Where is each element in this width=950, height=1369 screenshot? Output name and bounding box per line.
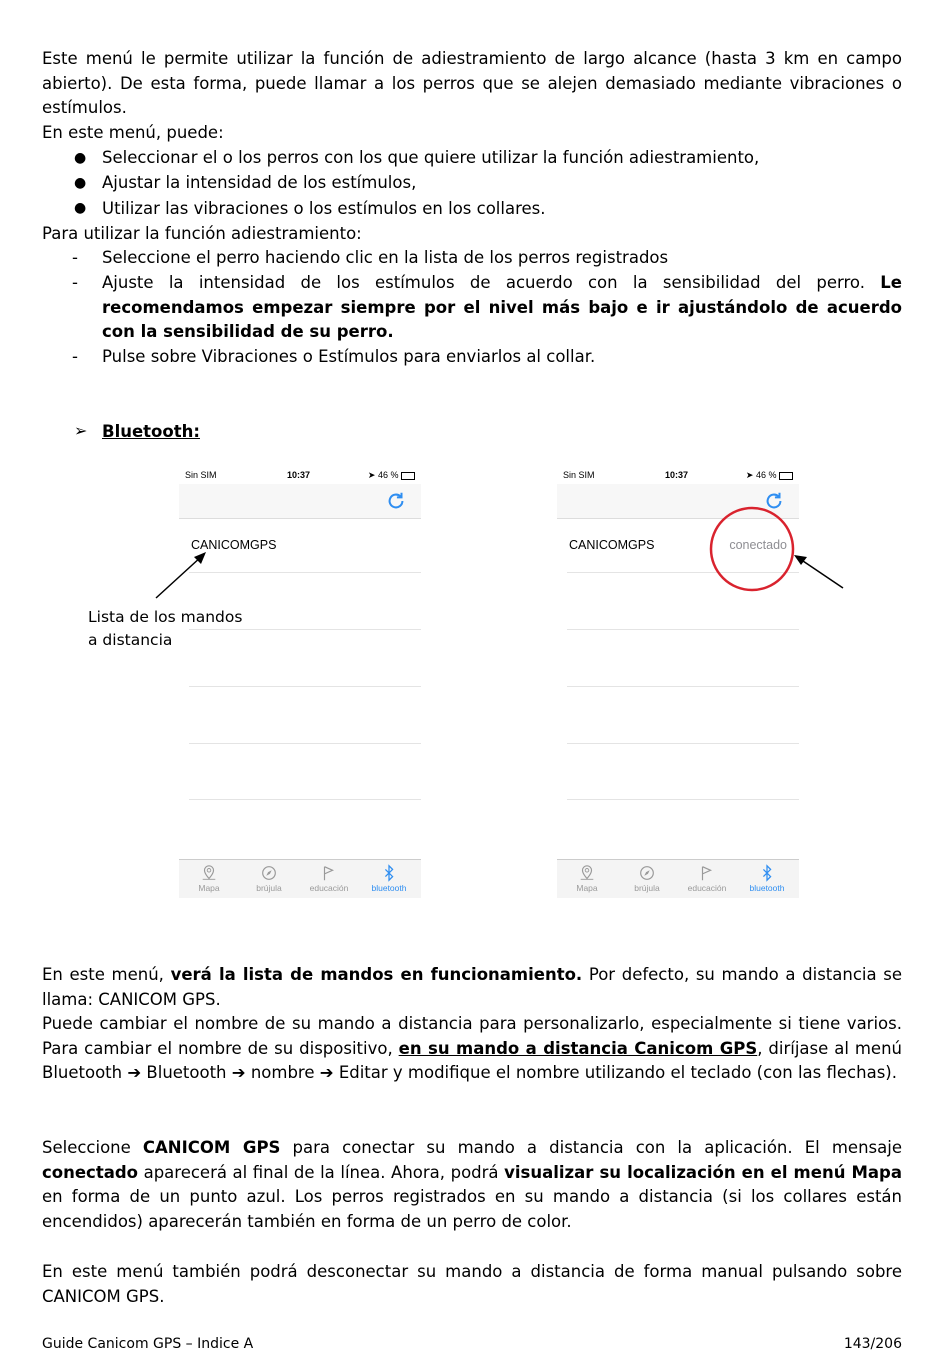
carrier-label: Sin SIM	[185, 470, 217, 480]
device-row-label[interactable]: CANICOMGPS	[191, 538, 277, 552]
battery-icon	[401, 472, 415, 480]
highlight-circle	[706, 506, 848, 596]
list-divider	[189, 799, 421, 800]
text-run: Seleccione	[42, 1138, 143, 1157]
battery-label	[746, 470, 793, 481]
connected-status: conectado	[729, 538, 787, 552]
tab-bar	[557, 859, 799, 898]
step-item: Pulse sobre Vibraciones o Estímulos para enviarlos al collar.	[102, 347, 596, 366]
battery-percent: 46 %	[377, 470, 399, 480]
bullet-dot: ●	[74, 200, 87, 216]
tab-label: brújula	[634, 883, 660, 893]
text-run-bold: verá la lista de mandos en funcionamiento.	[170, 965, 583, 984]
page-number: 143/206	[843, 1336, 902, 1352]
compass-icon	[260, 864, 278, 882]
text-run: En este menú,	[42, 965, 171, 984]
tab-label: Mapa	[576, 883, 598, 893]
bluetooth-icon	[380, 864, 398, 882]
list-divider	[567, 799, 799, 800]
tab-brujula[interactable]	[617, 860, 677, 898]
tab-label: brújula	[256, 883, 282, 893]
list-divider	[567, 629, 799, 630]
nav-bar	[179, 484, 421, 519]
tab-bar	[179, 859, 421, 898]
intro-lead: En este menú, puede:	[42, 123, 224, 142]
list-divider	[189, 572, 421, 573]
intro-paragraph: Este menú le permite utilizar la función de adiestramiento de largo alcance (hasta 3 km en campo abierto). De esta forma, puede llamar a los perros que se alejen demasiado mediante vibraciones o estímulos.	[42, 49, 902, 118]
step-item	[102, 271, 902, 345]
flag-icon	[698, 864, 716, 882]
step-item: Seleccione el perro haciendo clic en la lista de los perros registrados	[102, 248, 669, 267]
annotation-arrow	[150, 548, 212, 602]
text-run-bold: CANICOM GPS	[142, 1138, 281, 1157]
list-divider	[567, 743, 799, 744]
text-run: para conectar su mando a distancia con la aplicación. El mensaje	[280, 1138, 902, 1157]
step-text: Ajuste la intensidad de los estímulos de acuerdo con la sensibilidad del perro.	[102, 273, 881, 292]
clock: 10:37	[287, 470, 311, 480]
status-bar	[557, 466, 799, 484]
location-icon: ➤	[745, 470, 754, 480]
map-pin-icon	[578, 864, 596, 882]
bullet-item: Seleccionar el o los perros con los que quiere utilizar la función adiestramiento,	[102, 148, 760, 167]
status-bar	[179, 466, 421, 484]
tab-label: educación	[309, 883, 349, 893]
step-dash: -	[72, 248, 78, 267]
text-run-bold-underline: en su mando a distancia Canicom GPS	[398, 1038, 758, 1058]
step-recommendation: Le recomendamos empezar siempre por el nivel más bajo e ir ajustándolo de acuerdo con la sensibilidad de su perro.	[102, 273, 902, 342]
list-divider	[189, 686, 421, 687]
tab-mapa[interactable]	[557, 860, 617, 898]
text-run-bold: visualizar su localización en el menú Mapa	[504, 1162, 903, 1182]
tab-educacion[interactable]	[677, 860, 737, 898]
tab-brujula[interactable]	[239, 860, 299, 898]
text-run: Por defecto, su mando a distancia se llama: CANICOM GPS.	[42, 965, 902, 1009]
step-dash: -	[72, 273, 78, 292]
list-divider	[189, 743, 421, 744]
tab-mapa[interactable]	[179, 860, 239, 898]
body-paragraph: En este menú también podrá desconectar su mando a distancia de forma manual pulsando sobre CANICOM GPS.	[42, 1262, 902, 1306]
step-dash: -	[72, 347, 78, 366]
tab-educacion[interactable]	[299, 860, 359, 898]
annotation-label: Lista de los mandos	[88, 608, 243, 626]
tab-label: Mapa	[198, 883, 220, 893]
arrow-bullet-icon: ➢	[74, 421, 88, 440]
map-pin-icon	[200, 864, 218, 882]
flag-icon	[320, 864, 338, 882]
bullet-item: Utilizar las vibraciones o los estímulos en los collares.	[102, 199, 546, 218]
text-run: aparecerá al final de la línea. Ahora, podrá	[138, 1162, 505, 1182]
body-paragraph	[42, 1012, 902, 1086]
steps-lead: Para utilizar la función adiestramiento:	[42, 224, 362, 243]
bluetooth-icon	[758, 864, 776, 882]
carrier-label: Sin SIM	[563, 470, 595, 480]
phone-screenshot-list	[179, 466, 421, 898]
battery-icon	[779, 472, 793, 480]
annotation-label: a distancia	[88, 631, 173, 649]
tab-bluetooth[interactable]	[737, 860, 797, 898]
body-paragraph	[42, 1136, 902, 1234]
clock: 10:37	[665, 470, 689, 480]
footer-title: Guide Canicom GPS – Indice A	[42, 1336, 254, 1352]
tab-label: bluetooth	[749, 883, 785, 893]
battery-label	[368, 470, 415, 481]
bullet-dot: ●	[74, 150, 87, 166]
device-row-label[interactable]: CANICOMGPS	[569, 538, 655, 552]
body-paragraph	[42, 963, 902, 1012]
tab-label: bluetooth	[371, 883, 407, 893]
tab-bluetooth[interactable]	[359, 860, 419, 898]
section-title: Bluetooth:	[102, 422, 200, 441]
bullet-dot: ●	[74, 175, 87, 191]
location-icon: ➤	[367, 470, 376, 480]
text-run-bold: conectado	[42, 1162, 139, 1182]
text-run: en forma de un punto azul. Los perros registrados en su mando a distancia (si los collares están encendidos) aparecerán también en forma de un perro de color.	[42, 1187, 902, 1231]
refresh-icon[interactable]	[385, 490, 407, 512]
bullet-item: Ajustar la intensidad de los estímulos,	[102, 173, 417, 192]
text-run: Puede cambiar el nombre de su mando a distancia para personalizarlo, especialmente si tiene varios. Para cambiar el nombre de su dispositivo,	[42, 1014, 902, 1058]
compass-icon	[638, 864, 656, 882]
text-run: , diríjase al menú Bluetooth ➔ Bluetooth ➔ nombre ➔ Editar y modifique el nombre utilizando el teclado (con las flechas).	[42, 1038, 902, 1083]
tab-label: educación	[687, 883, 727, 893]
list-divider	[567, 686, 799, 687]
battery-percent: 46 %	[755, 470, 777, 480]
